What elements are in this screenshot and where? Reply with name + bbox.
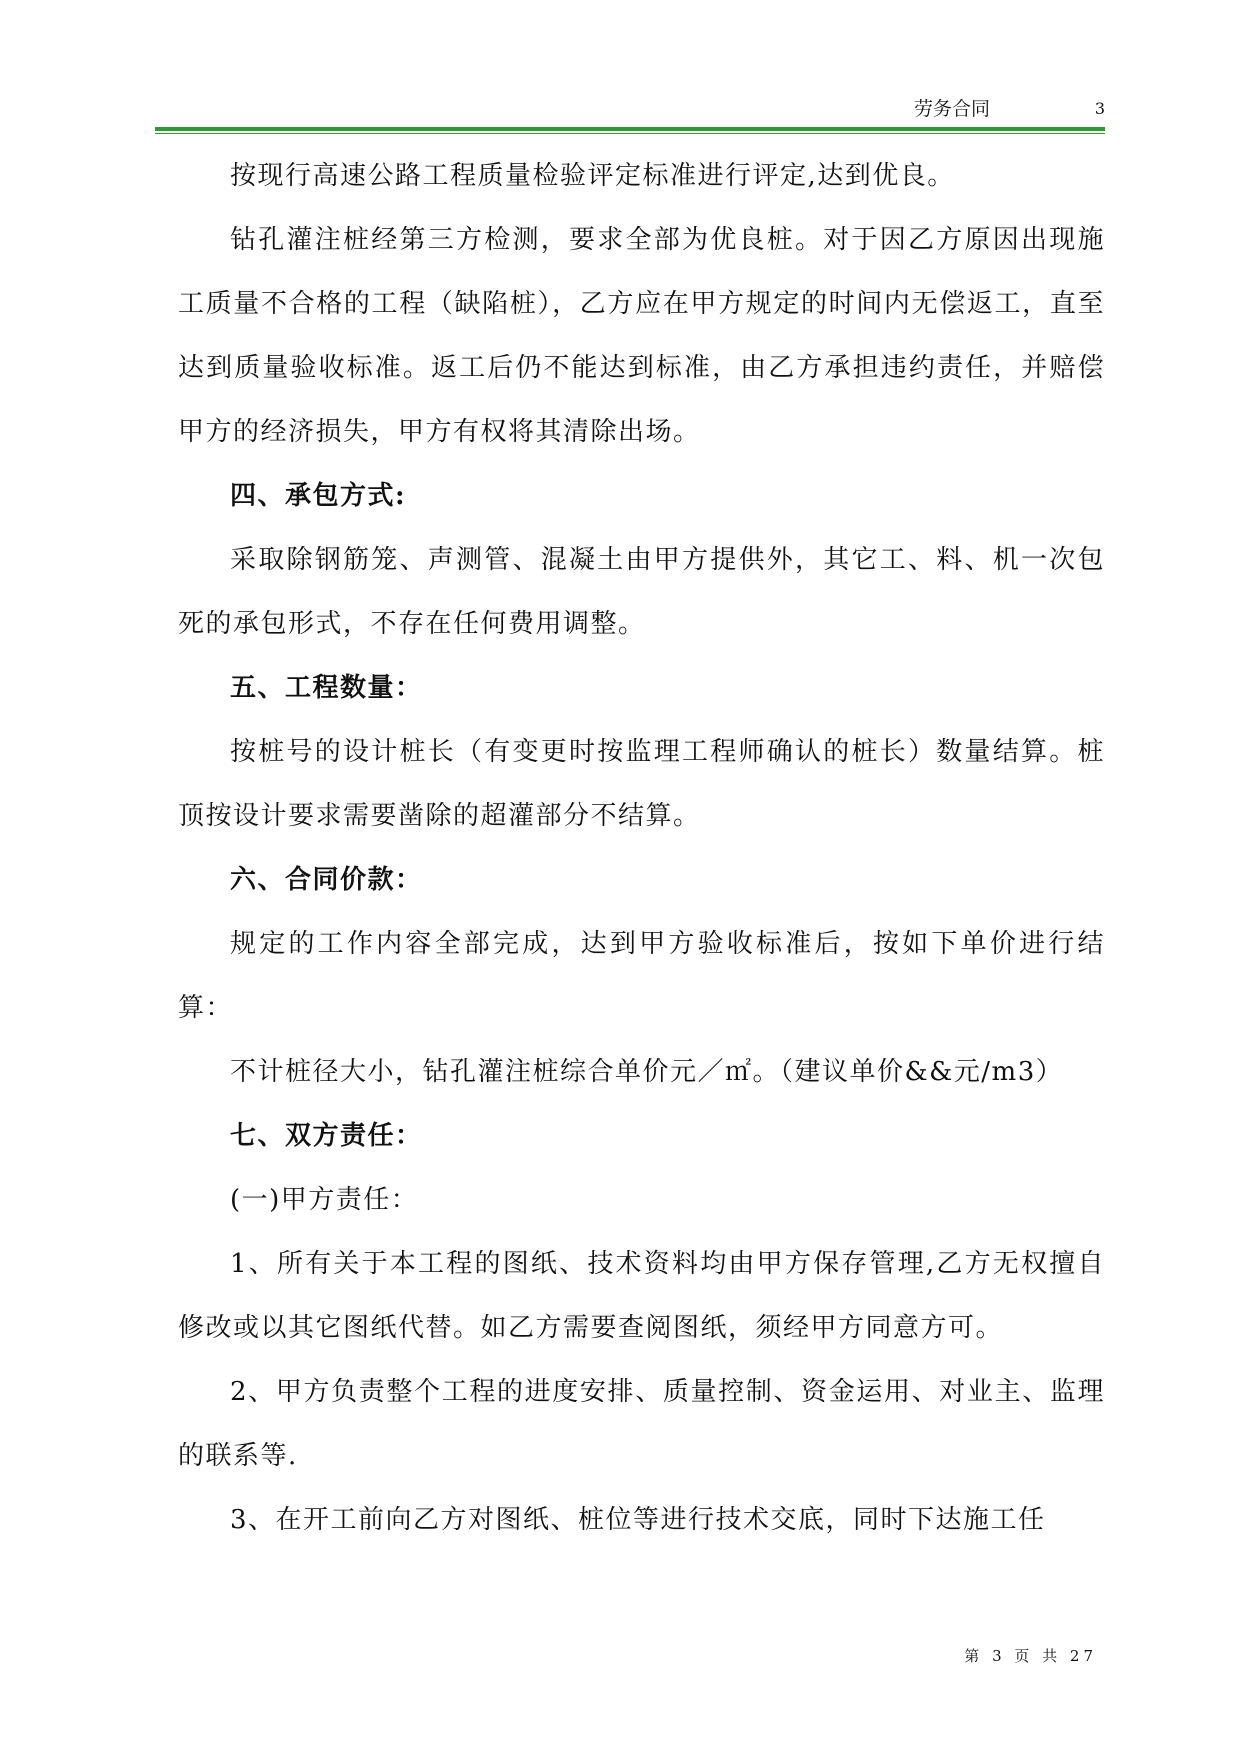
paragraph-party-a-item-2: 2、甲方负责整个工程的进度安排、质量控制、资金运用、对业主、监理的联系等. — [178, 1377, 1105, 1471]
paragraph-party-a-item-1: 1、所有关于本工程的图纸、技术资料均由甲方保存管理,乙方无权擅自修改或以其它图纸代替。如乙方需要查阅图纸，须经甲方同意方可。 — [178, 1249, 1105, 1343]
section-heading-quantity: 五、工程数量： — [230, 673, 423, 703]
subsection-heading-party-a: (一)甲方责任： — [230, 1185, 419, 1215]
header-page-number: 3 — [1094, 99, 1105, 118]
document-body — [178, 144, 1105, 1552]
section-heading-responsibilities: 七、双方责任： — [230, 1121, 423, 1151]
paragraph-settlement: 规定的工作内容全部完成，达到甲方验收标准后，按如下单价进行结算： — [178, 929, 1105, 1023]
section-heading-contract-method: 四、承包方式: — [230, 481, 407, 511]
paragraph-quantity: 按桩号的设计桩长（有变更时按监理工程师确认的桩长）数量结算。桩顶按设计要求需要凿除的超灌部分不结算。 — [178, 737, 1105, 831]
paragraph-party-a-item-3: 3、在开工前向乙方对图纸、桩位等进行技术交底，同时下达施工任 — [230, 1505, 1046, 1535]
paragraph-contract-method: 采取除钢筋笼、声测管、混凝土由甲方提供外，其它工、料、机一次包死的承包形式，不存在任何费用调整。 — [178, 545, 1105, 639]
header-rule-thick — [155, 127, 1105, 131]
header-title: 劳务合同 — [913, 98, 990, 120]
paragraph-pile-inspection: 钻孔灌注桩经第三方检测，要求全部为优良桩。对于因乙方原因出现施工质量不合格的工程（缺陷桩），乙方应在甲方规定的时间内无偿返工，直至达到质量验收标准。返工后仍不能达到标准，由乙方承担违约责任，并赔偿甲方的经济损失，甲方有权将其清除出场。 — [178, 225, 1105, 447]
paragraph-quality-standard: 按现行高速公路工程质量检验评定标准进行评定,达到优良。 — [230, 161, 955, 191]
section-heading-contract-price: 六、合同价款： — [230, 865, 423, 895]
page-header — [155, 96, 1105, 122]
header-rule-thin — [155, 133, 1105, 134]
page-footer: 第 3 页 共 27 — [964, 1647, 1097, 1665]
paragraph-unit-price: 不计桩径大小，钻孔灌注桩综合单价元／㎡。（建议单价&&元/m3） — [230, 1057, 1064, 1087]
